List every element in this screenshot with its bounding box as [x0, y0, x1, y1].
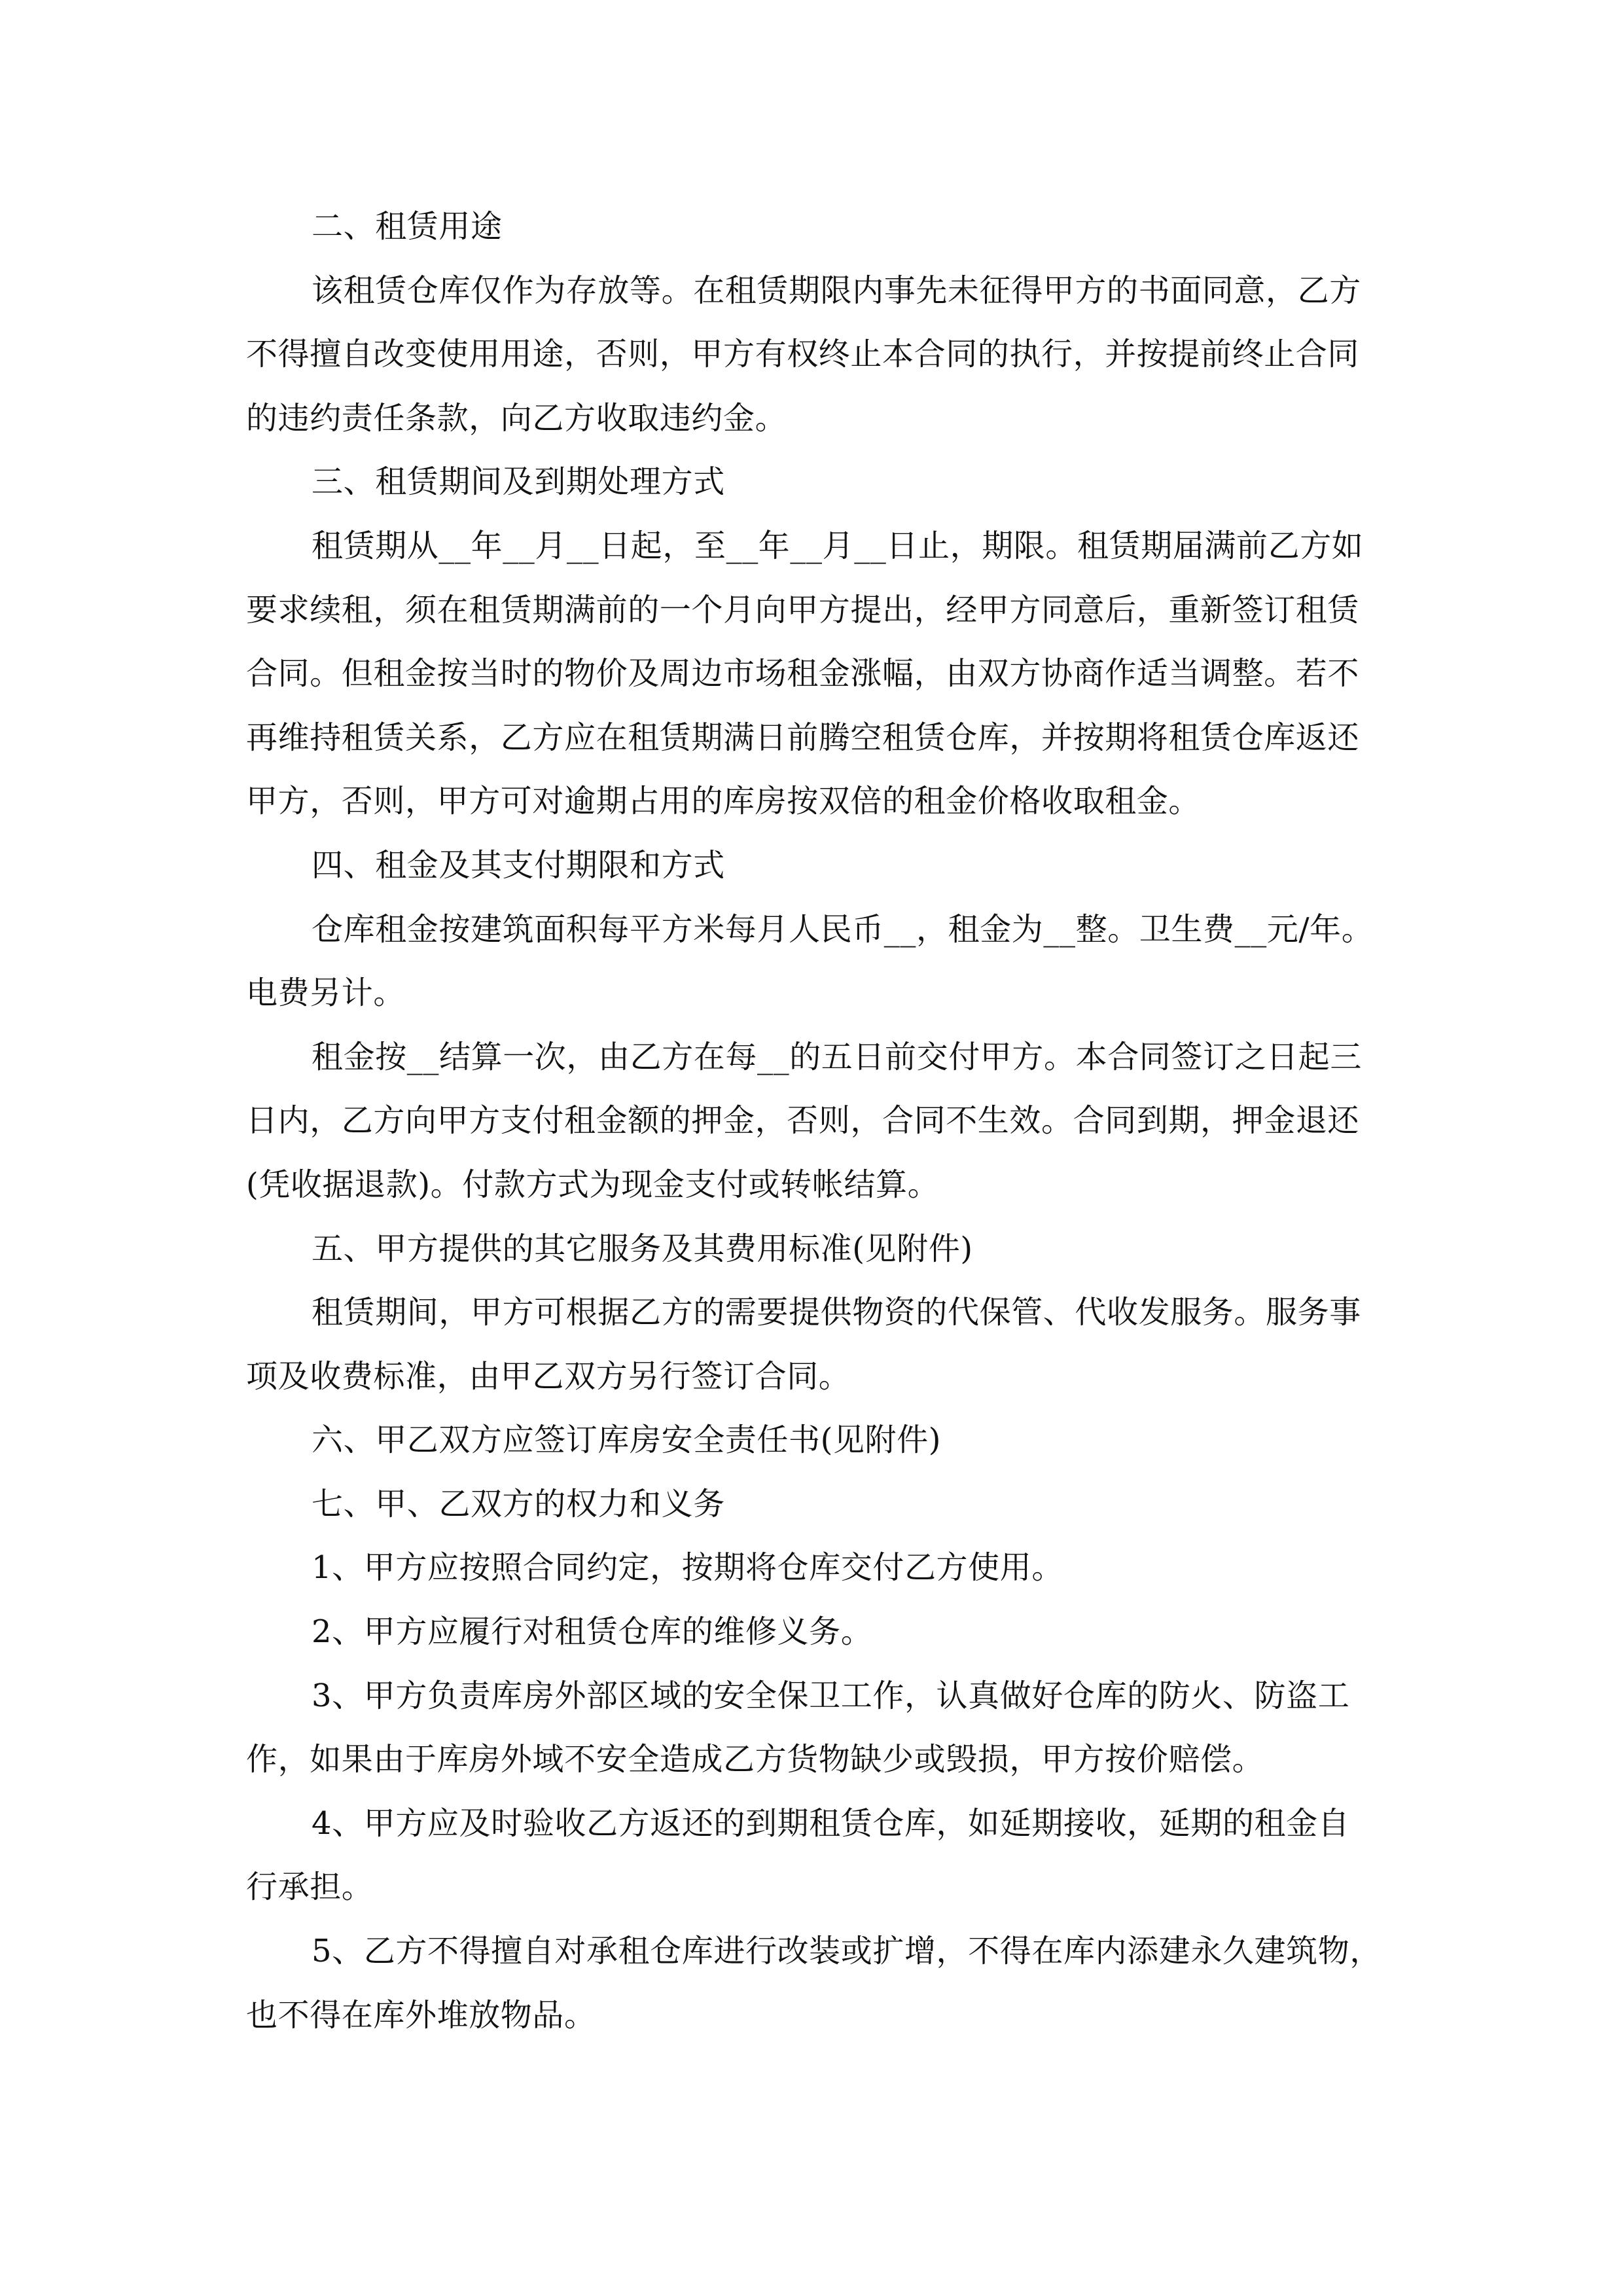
text-line: 1、甲方应按照合同约定，按期将仓库交付乙方使用。	[312, 1549, 1063, 1587]
text-line: 再维持租赁关系，乙方应在租赁期满日前腾空租赁仓库，并按期将租赁仓库返还	[246, 719, 1360, 756]
text-line: 租金按__结算一次，由乙方在每__的五日前交付甲方。本合同签订之日起三	[312, 1038, 1363, 1075]
text-line: 该租赁仓库仅作为存放等。在租赁期限内事先未征得甲方的书面同意，乙方	[312, 272, 1361, 309]
text-line: 的违约责任条款，向乙方收取违约金。	[246, 399, 787, 437]
text-line: 五、甲方提供的其它服务及其费用标准(见附件)	[312, 1230, 973, 1267]
text-line: 六、甲乙双方应签订库房安全责任书(见附件)	[312, 1422, 942, 1459]
text-line: (凭收据退款)。付款方式为现金支付或转帐结算。	[246, 1166, 940, 1203]
text-line: 七、甲、乙双方的权力和义务	[312, 1485, 725, 1522]
text-line: 四、租金及其支付期限和方式	[312, 846, 725, 884]
text-line: 4、甲方应及时验收乙方返还的到期租赁仓库，如延期接收，延期的租金自	[312, 1804, 1350, 1842]
contract-body	[246, 195, 1398, 2047]
text-line: 行承担。	[246, 1869, 374, 1906]
text-line: 仓库租金按建筑面积每平方米每月人民币__，租金为__整。卫生费__元/年。	[312, 910, 1374, 948]
text-line: 合同。但租金按当时的物价及周边市场租金涨幅，由双方协商作适当调整。若不	[246, 655, 1360, 692]
text-line: 2、甲方应履行对租赁仓库的维修义务。	[312, 1613, 873, 1651]
text-line: 二、租赁用途	[312, 208, 503, 245]
text-line: 3、甲方负责库房外部区域的安全保卫工作，认真做好仓库的防火、防盗工	[312, 1677, 1350, 1714]
text-line: 租赁期从__年__月__日起，至__年__月__日止，期限。租赁期届满前乙方如	[312, 527, 1364, 564]
text-line: 三、租赁期间及到期处理方式	[312, 463, 725, 501]
text-line: 甲方，否则，甲方可对逾期占用的库房按双倍的租金价格收取租金。	[246, 783, 1201, 820]
text-line: 要求续租，须在租赁期满前的一个月向甲方提出，经甲方同意后，重新签订租赁	[246, 591, 1360, 628]
text-line: 也不得在库外堆放物品。	[246, 1996, 596, 2034]
text-line: 电费另计。	[246, 975, 406, 1012]
text-line: 不得擅自改变使用用途，否则，甲方有权终止本合同的执行，并按提前终止合同	[246, 336, 1360, 373]
text-line: 作，如果由于库房外域不安全造成乙方货物缺少或毁损，甲方按价赔偿。	[246, 1741, 1264, 1778]
text-line: 项及收费标准，由甲乙双方另行签订合同。	[246, 1357, 851, 1395]
text-line: 5、乙方不得擅自对承租仓库进行改装或扩增，不得在库内添建永久建筑物，	[312, 1933, 1382, 1970]
text-line: 日内，乙方向甲方支付租金额的押金，否则，合同不生效。合同到期，押金退还	[246, 1102, 1360, 1139]
text-line: 租赁期间，甲方可根据乙方的需要提供物资的代保管、代收发服务。服务事	[312, 1294, 1361, 1331]
